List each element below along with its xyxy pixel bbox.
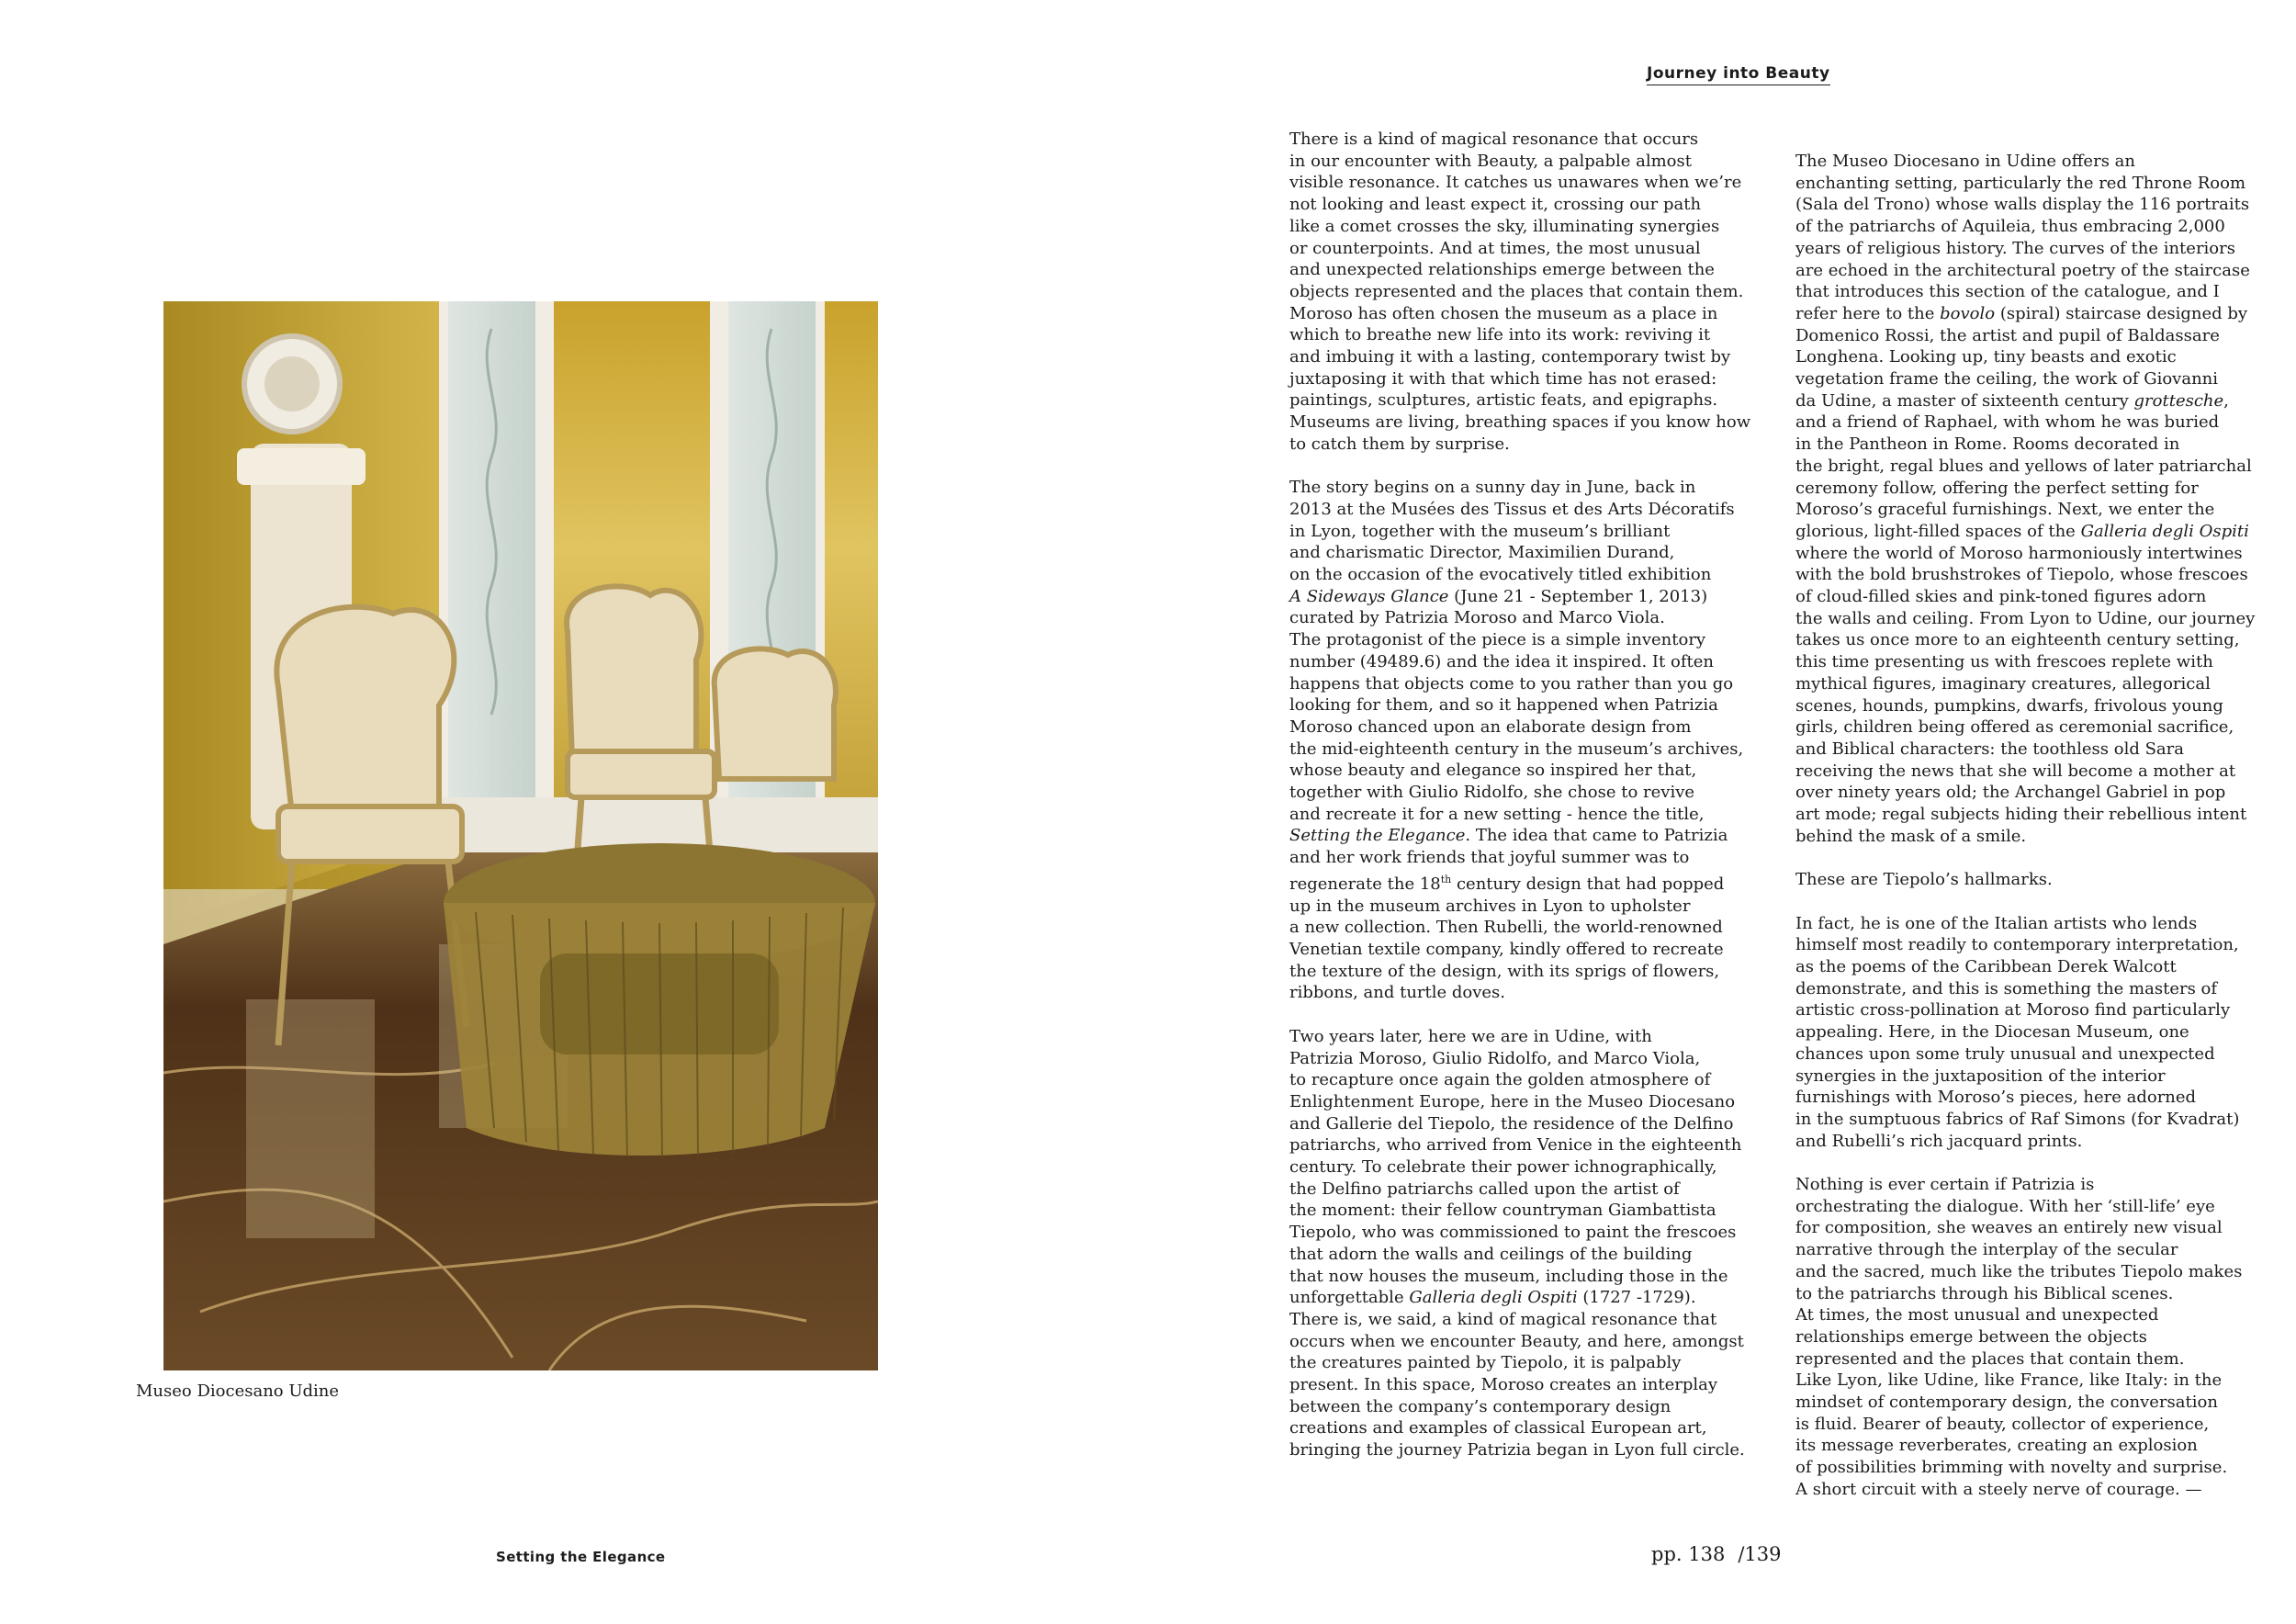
text-run: (1727 -1729).	[1577, 1288, 1696, 1308]
text-line: between the company’s contemporary design	[1289, 1396, 1671, 1416]
text-line: that now houses the museum, including those in the	[1289, 1266, 1728, 1286]
page-number-left: pp. 138	[1651, 1543, 1726, 1565]
text-line: and Rubelli’s rich jacquard prints.	[1795, 1131, 2083, 1151]
text-line: that introduces this section of the catalogue, and I	[1795, 282, 2220, 302]
text-line: the moment: their fellow countryman Giambattista	[1289, 1201, 1716, 1221]
text-run: (June 21 - September 1, 2013)	[1448, 586, 1708, 606]
text-line: Patrizia Moroso, Giulio Ridolfo, and Marco Viola,	[1289, 1048, 1701, 1068]
text-line: Nothing is ever certain if Patrizia is	[1795, 1175, 2095, 1194]
paragraph	[1751, 913, 2255, 1153]
text-line: objects represented and the places that contain them.	[1289, 281, 1744, 301]
text-line: vegetation frame the ceiling, the work of Giovanni	[1795, 369, 2219, 389]
text-line: The story begins on a sunny day in June, back in	[1289, 478, 1696, 498]
text-line: in our encounter with Beauty, a palpable almost	[1289, 151, 1692, 171]
text-line: looking for them, and so it happened when Patrizia	[1289, 695, 1718, 716]
text-line: and Biblical characters: the toothless old Sara	[1795, 739, 2184, 759]
text-line: Enlightenment Europe, here in the Museo Diocesano	[1289, 1091, 1736, 1111]
museum-interior-photo	[163, 301, 878, 1370]
text-line: paintings, sculptures, artistic feats, and epigraphs.	[1289, 390, 1718, 411]
text-line: and the sacred, much like the tributes Tiepolo makes	[1795, 1261, 2243, 1281]
text-line: Domenico Rossi, the artist and pupil of Baldassare	[1795, 325, 2220, 345]
text-line: and recreate it for a new setting - hence the title,	[1289, 804, 1705, 824]
text-line: Venetian textile company, kindly offered to recreate	[1289, 940, 1724, 959]
text-line: and charismatic Director, Maximilien Durand,	[1289, 543, 1675, 563]
text-line: Like Lyon, like Udine, like France, like Italy: in the	[1795, 1370, 2223, 1391]
text-run: regenerate the 18	[1289, 874, 1441, 894]
text-line: demonstrate, and this is something the masters of	[1795, 978, 2218, 998]
text-line: which to breathe new life into its work: reviving it	[1289, 325, 1711, 345]
paragraph	[1245, 129, 1749, 456]
text-column-2	[1751, 151, 2255, 1522]
text-line: In fact, he is one of the Italian artists who lends	[1795, 913, 2198, 933]
text-line: mindset of contemporary design, the conversation	[1795, 1393, 2218, 1413]
text-line: chances upon some truly unusual and unexpected	[1795, 1043, 2215, 1064]
text-line: the creatures painted by Tiepolo, it is palpably	[1289, 1353, 1682, 1373]
text-line: occurs when we encounter Beauty, and here, amongst	[1289, 1331, 1744, 1351]
text-line	[1245, 586, 1749, 608]
text-run: refer here to the	[1795, 303, 1941, 323]
paragraph	[1751, 869, 2255, 891]
text-line: and imbuing it with a lasting, contemporary twist by	[1289, 347, 1731, 367]
paragraph	[1245, 477, 1749, 1004]
paragraph	[1245, 1026, 1749, 1461]
text-line: receiving the news that she will become a mother at	[1795, 761, 2236, 781]
text-line: that adorn the walls and ceilings of the building	[1289, 1244, 1693, 1264]
text-run: unforgettable	[1289, 1288, 1410, 1308]
text-line: or counterpoints. And at times, the most unusual	[1289, 238, 1701, 258]
text-line: and her work friends that joyful summer was to	[1289, 848, 1690, 868]
text-line: There is, we said, a kind of magical resonance that	[1289, 1309, 1717, 1329]
right-page	[1148, 0, 2296, 1624]
text-line: scenes, hounds, pumpkins, dwarfs, frivolous young	[1795, 695, 2223, 716]
text-line: visible resonance. It catches us unawares when we’re	[1289, 173, 1742, 193]
text-line: the Delfino patriarchs called upon the artist of	[1289, 1179, 1680, 1199]
text-line: appealing. Here, in the Diocesan Museum, one	[1795, 1022, 2189, 1043]
text-line	[1751, 521, 2255, 543]
photo-museum-interior-icon	[163, 301, 878, 1370]
text-line: and Gallerie del Tiepolo, the residence of the Delfino	[1289, 1113, 1734, 1133]
italic-term: bovolo	[1940, 303, 1996, 323]
text-line: whose beauty and elegance so inspired her that,	[1289, 761, 1697, 781]
text-line: 2013 at the Musées des Tissus et des Arts Décoratifs	[1289, 499, 1735, 519]
text-line: Museums are living, breathing spaces if you know how	[1289, 412, 1751, 433]
text-line: orchestrating the dialogue. With her ‘still-life’ eye	[1795, 1196, 2215, 1216]
text-line: with the bold brushstrokes of Tiepolo, whose frescoes	[1795, 565, 2248, 585]
text-line: happens that objects come to you rather than you go	[1289, 673, 1734, 694]
text-line: in Lyon, together with the museum’s brilliant	[1289, 521, 1671, 541]
text-line: its message reverberates, creating an explosion	[1795, 1436, 2198, 1456]
text-line: a new collection. Then Rubelli, the world-renowned	[1289, 918, 1723, 938]
text-line: in the sumptuous fabrics of Raf Simons (for Kvadrat)	[1795, 1109, 2240, 1129]
text-line: up in the museum archives in Lyon to upholster	[1289, 896, 1691, 916]
text-line: art mode; regal subjects hiding their rebellious intent	[1795, 805, 2247, 825]
text-line: furnishings with Moroso’s pieces, here adorned	[1795, 1088, 2197, 1108]
text-line: At times, the most unusual and unexpected	[1795, 1305, 2159, 1325]
left-folio: Setting the Elegance	[496, 1549, 666, 1565]
superscript: th	[1440, 873, 1452, 885]
italic-title: Setting the Elegance	[1289, 826, 1466, 846]
text-column-1	[1245, 129, 1749, 1483]
text-line: A short circuit with a steely nerve of courage. —	[1795, 1479, 2202, 1499]
text-line: The Museo Diocesano in Udine offers an	[1795, 152, 2135, 171]
italic-title: A Sideways Glance	[1289, 586, 1449, 606]
text-run: . The idea that came to Patrizia	[1465, 826, 1728, 846]
text-line: Tiepolo, who was commissioned to paint the frescoes	[1289, 1223, 1737, 1243]
text-line: Two years later, here we are in Udine, with	[1289, 1026, 1652, 1046]
text-line: girls, children being offered as ceremonial sacrifice,	[1795, 717, 2234, 738]
text-run: century design that had popped	[1451, 874, 1725, 894]
text-line: together with Giulio Ridolfo, she chose to revive	[1289, 783, 1695, 803]
text-line: (Sala del Trono) whose walls display the 116 portraits	[1795, 195, 2250, 215]
text-line: on the occasion of the evocatively titled exhibition	[1289, 565, 1712, 585]
text-line: for composition, she weaves an entirely new visual	[1795, 1218, 2223, 1238]
text-line: the texture of the design, with its sprigs of flowers,	[1289, 961, 1720, 981]
text-line: and a friend of Raphael, with whom he was buried	[1795, 412, 2220, 433]
page-number-right: /139	[1738, 1543, 1782, 1565]
text-line: this time presenting us with frescoes replete with	[1795, 652, 2213, 672]
text-line: The protagonist of the piece is a simple inventory	[1289, 630, 1706, 650]
text-line	[1245, 825, 1749, 847]
paragraph	[1751, 1174, 2255, 1501]
text-run: glorious, light-filled spaces of the	[1795, 521, 2081, 541]
text-line: century. To celebrate their power ichnographically,	[1289, 1157, 1717, 1178]
text-run: da Udine, a master of sixteenth century	[1795, 390, 2134, 411]
italic-title: Galleria degli Ospiti	[2080, 521, 2249, 541]
text-line: where the world of Moroso harmoniously intertwines	[1795, 543, 2243, 563]
text-line: bringing the journey Patrizia began in Lyon full circle.	[1289, 1440, 1745, 1460]
text-line	[1245, 869, 1749, 896]
text-line: represented and the places that contain them.	[1795, 1348, 2185, 1369]
text-line: to catch them by surprise.	[1289, 434, 1510, 454]
text-line: juxtaposing it with that which time has not erased:	[1289, 368, 1717, 389]
text-line: as the poems of the Caribbean Derek Walcott	[1795, 956, 2177, 976]
text-line: to the patriarchs through his Biblical scenes.	[1795, 1283, 2174, 1303]
text-line: behind the mask of a smile.	[1795, 826, 2027, 846]
text-line: creations and examples of classical European art,	[1289, 1418, 1707, 1438]
text-line	[1245, 1287, 1749, 1309]
right-folio	[1651, 1543, 1782, 1565]
text-line: of cloud-filled skies and pink-toned figures adorn	[1795, 587, 2207, 607]
text-line: ribbons, and turtle doves.	[1289, 983, 1506, 1003]
paragraph	[1751, 151, 2255, 848]
text-line: to recapture once again the golden atmosphere of	[1289, 1070, 1711, 1090]
text-line: himself most readily to contemporary interpretation,	[1795, 935, 2239, 955]
text-run: (spiral) staircase designed by	[1995, 303, 2248, 323]
text-run: ,	[2223, 390, 2229, 411]
italic-term: grottesche	[2133, 390, 2224, 411]
text-line	[1751, 390, 2255, 412]
text-line: present. In this space, Moroso creates an interplay	[1289, 1375, 1718, 1395]
text-line: synergies in the juxtaposition of the interior	[1795, 1066, 2166, 1086]
text-line: the mid-eighteenth century in the museum’s archives,	[1289, 739, 1744, 759]
text-line: are echoed in the architectural poetry of the staircase	[1795, 260, 2250, 280]
text-line: Longhena. Looking up, tiny beasts and exotic	[1795, 347, 2177, 367]
text-line: takes us once more to an eighteenth century setting,	[1795, 630, 2240, 650]
text-line: artistic cross-pollination at Moroso find particularly	[1795, 1000, 2231, 1021]
text-line: mythical figures, imaginary creatures, allegorical	[1795, 673, 2211, 694]
text-line: not looking and least expect it, crossing our path	[1289, 195, 1702, 215]
text-line: over ninety years old; the Archangel Gabriel in pop	[1795, 783, 2226, 803]
text-line: is fluid. Bearer of beauty, collector of experience,	[1795, 1414, 2210, 1434]
text-line: Moroso has often chosen the museum as a place in	[1289, 303, 1718, 323]
text-line: curated by Patrizia Moroso and Marco Viola.	[1289, 608, 1665, 628]
text-line: These are Tiepolo’s hallmarks.	[1795, 870, 2053, 890]
text-line: the walls and ceiling. From Lyon to Udine, our journey	[1795, 608, 2256, 628]
text-line: years of religious history. The curves of the interiors	[1795, 238, 2235, 258]
text-line: enchanting setting, particularly the red Throne Room	[1795, 173, 2246, 193]
text-line: patriarchs, who arrived from Venice in the eighteenth	[1289, 1135, 1742, 1156]
text-line: the bright, regal blues and yellows of later patriarchal	[1795, 456, 2252, 476]
text-line: relationships emerge between the objects	[1795, 1326, 2147, 1347]
text-line: number (49489.6) and the idea it inspired. It often	[1289, 651, 1714, 671]
text-line: of possibilities brimming with novelty and surprise.	[1795, 1458, 2228, 1478]
text-line: Moroso’s graceful furnishings. Next, we enter the	[1795, 500, 2215, 520]
text-line: ceremony follow, offering the perfect setting for	[1795, 478, 2199, 498]
text-line	[1751, 303, 2255, 325]
running-head: Journey into Beauty	[1647, 64, 1830, 85]
text-line: There is a kind of magical resonance that occurs	[1289, 130, 1699, 149]
text-line: Moroso chanced upon an elaborate design from	[1289, 716, 1692, 737]
italic-title: Galleria degli Ospiti	[1409, 1288, 1578, 1308]
text-line: of the patriarchs of Aquileia, thus embracing 2,000	[1795, 217, 2225, 237]
text-line: in the Pantheon in Rome. Rooms decorated in	[1795, 434, 2180, 455]
text-line: like a comet crosses the sky, illuminating synergies	[1289, 216, 1720, 236]
photo-caption: Museo Diocesano Udine	[136, 1382, 340, 1401]
text-line: narrative through the interplay of the secular	[1795, 1240, 2178, 1260]
text-line: and unexpected relationships emerge between the	[1289, 260, 1715, 280]
